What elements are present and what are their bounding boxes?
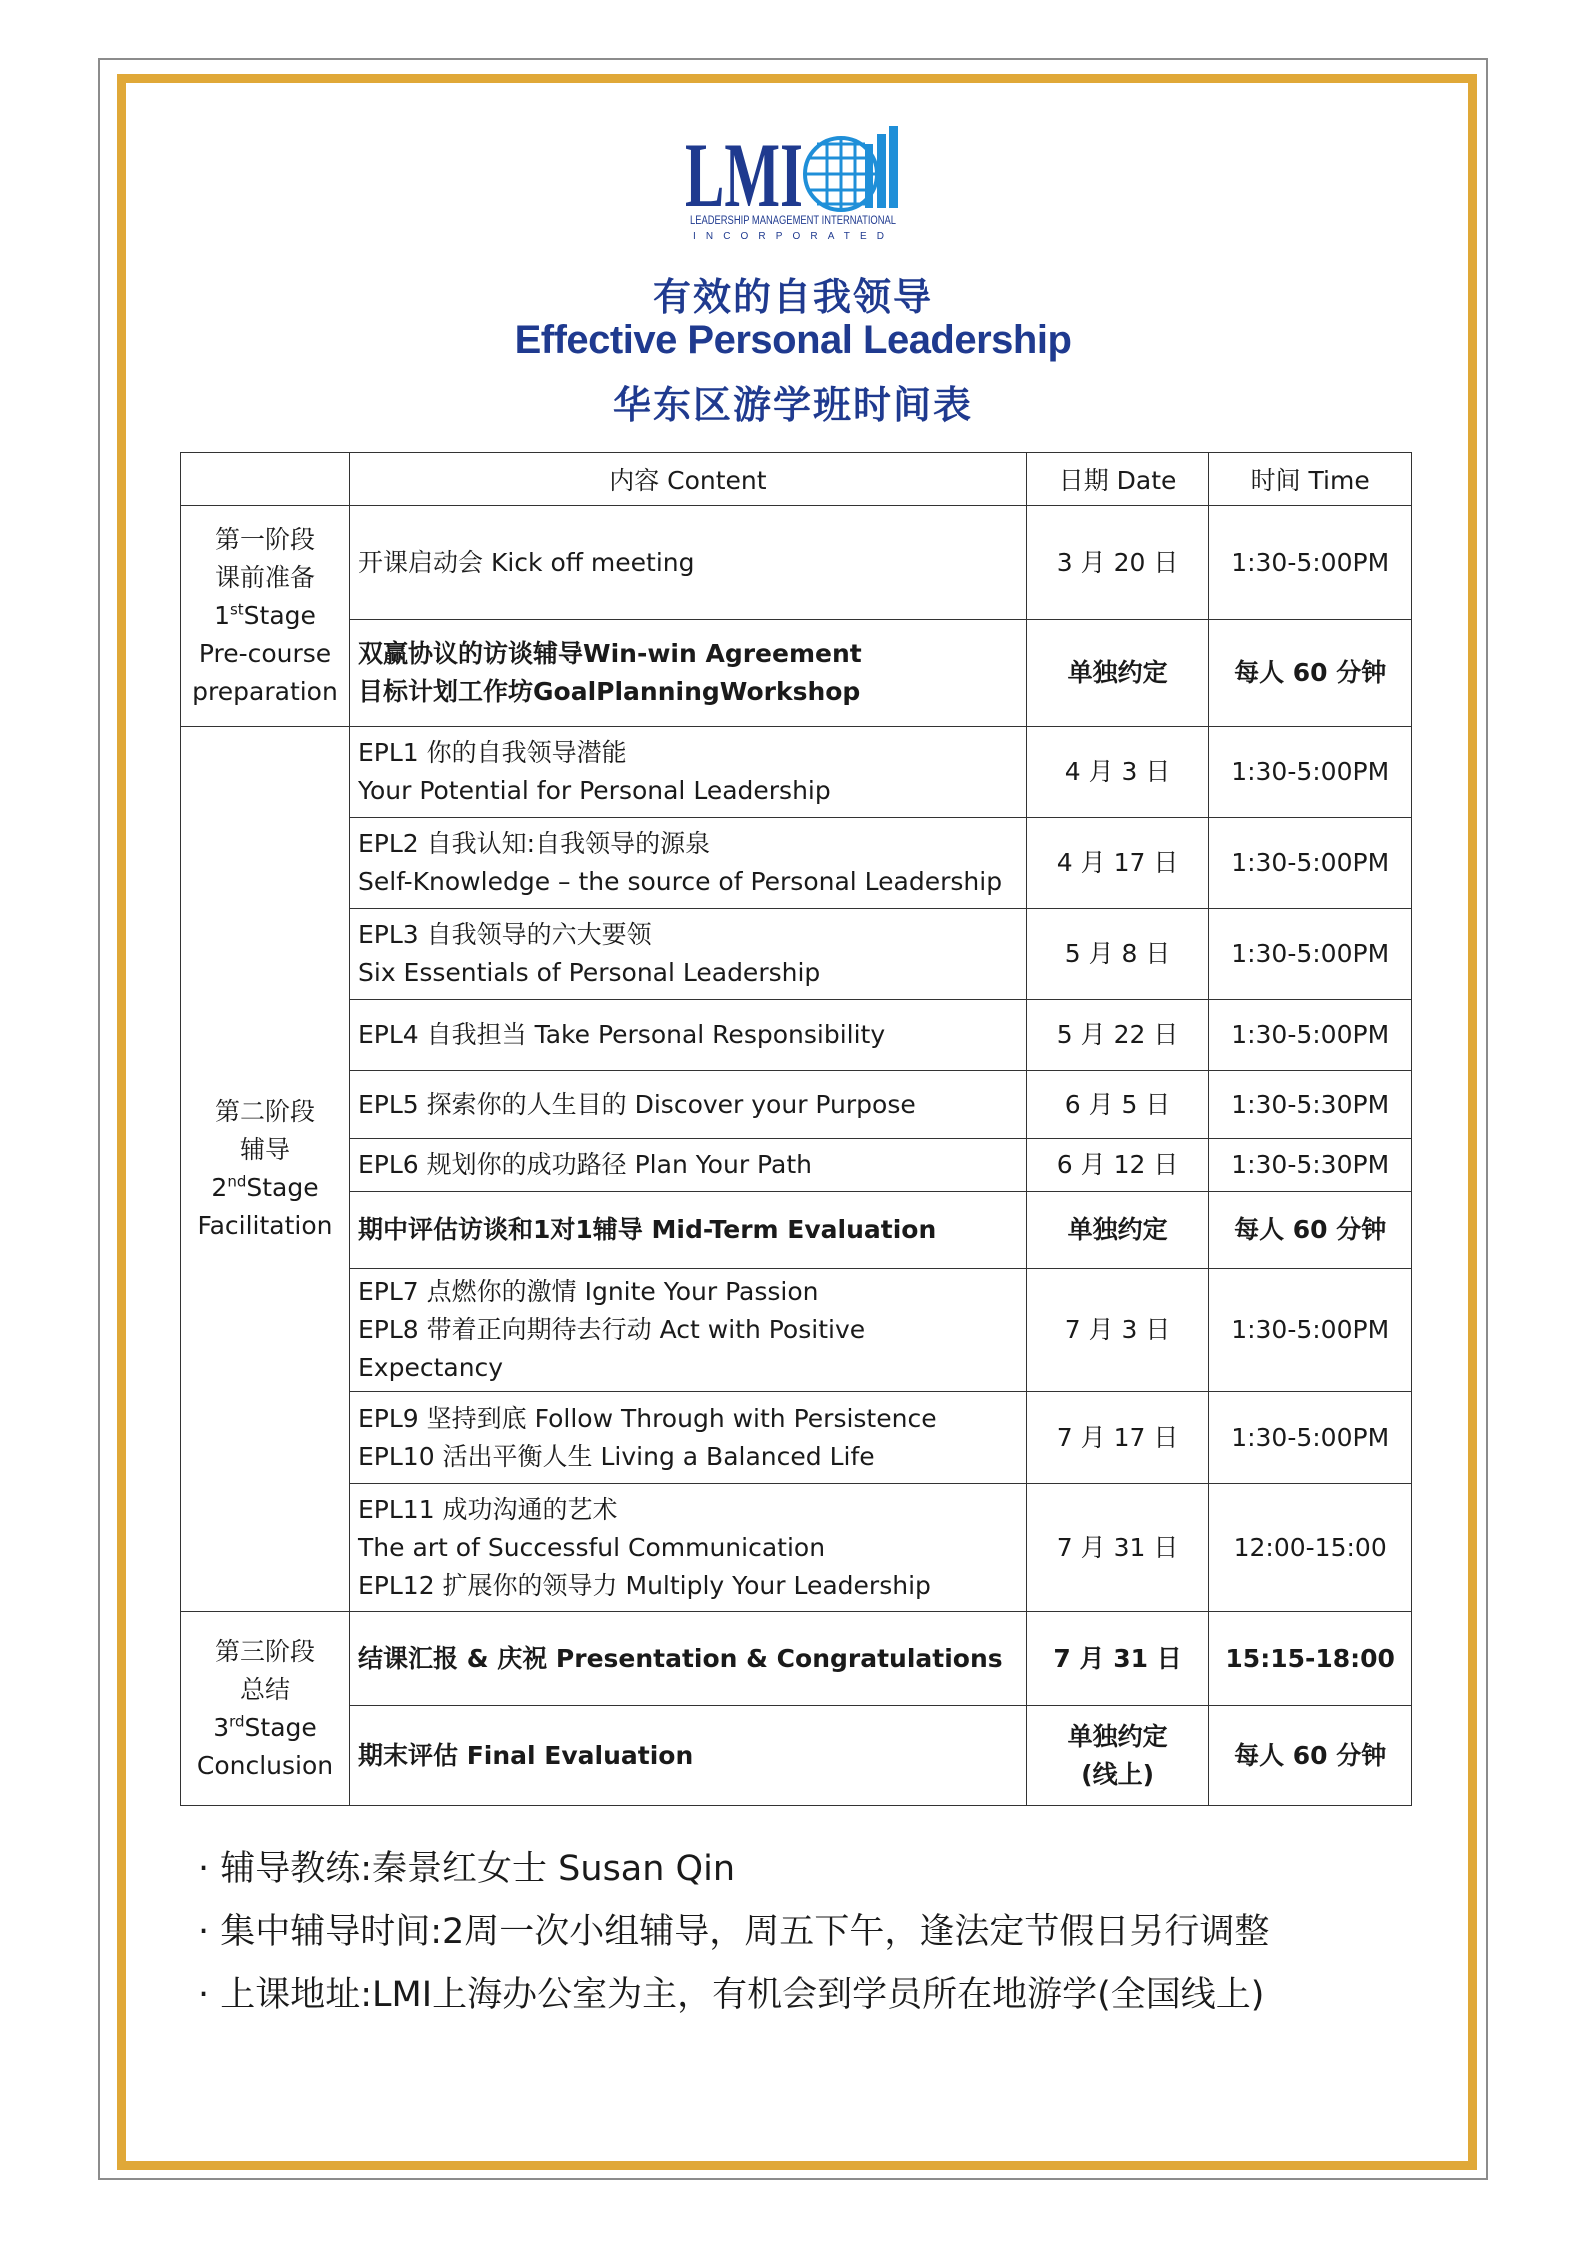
- row-date: 单独约定: [1026, 1192, 1209, 1269]
- title-chinese: 有效的自我领导: [652, 275, 933, 319]
- row-date: 6 月 12 日: [1026, 1139, 1209, 1192]
- row-content: 期末评估 Final Evaluation: [350, 1706, 1027, 1806]
- row-content: EPL9 坚持到底 Follow Through with Persistence EPL10 活出平衡人生 Living a Balanced Life: [350, 1392, 1027, 1484]
- row-date: 4 月 3 日: [1026, 727, 1209, 818]
- stage-1-cell: 第一阶段 课前准备 1stStage Pre-course preparation: [181, 506, 350, 727]
- table-row: [181, 1071, 1412, 1139]
- note-address: · 上课地址:LMI上海办公室为主，有机会到学员所在地游学(全国线上): [198, 1975, 1265, 2015]
- header-date: 日期 Date: [1026, 453, 1209, 506]
- row-date: 4 月 17 日: [1026, 818, 1209, 909]
- row-content: EPL6 规划你的成功路径 Plan Your Path: [350, 1139, 1027, 1192]
- row-time: 15:15-18:00: [1209, 1612, 1412, 1706]
- table-row: [181, 1000, 1412, 1071]
- table-row: [181, 1484, 1412, 1612]
- row-time: 1:30-5:00PM: [1209, 1269, 1412, 1392]
- table-header-row: [181, 453, 1412, 506]
- row-content: 期中评估访谈和1对1辅导 Mid-Term Evaluation: [350, 1192, 1027, 1269]
- row-time: 1:30-5:30PM: [1209, 1071, 1412, 1139]
- table-row: [181, 727, 1412, 818]
- row-time: 1:30-5:00PM: [1209, 727, 1412, 818]
- row-content: EPL4 自我担当 Take Personal Responsibility: [350, 1000, 1027, 1071]
- table-row: [181, 506, 1412, 620]
- row-time: 1:30-5:00PM: [1209, 506, 1412, 620]
- row-content: 开课启动会 Kick off meeting: [350, 506, 1027, 620]
- row-content: EPL2 自我认知:自我领导的源泉 Self-Knowledge – the source of Personal Leadership: [350, 818, 1027, 909]
- row-time: 1:30-5:30PM: [1209, 1139, 1412, 1192]
- note-coach: · 辅导教练:秦景红女士 Susan Qin: [198, 1849, 736, 1889]
- table-row: [181, 1269, 1412, 1392]
- row-content: EPL7 点燃你的激情 Ignite Your Passion EPL8 带着正向期待去行动 Act with Positive Expectancy: [350, 1269, 1027, 1392]
- row-content: 结课汇报 & 庆祝 Presentation & Congratulations: [350, 1612, 1027, 1706]
- logo-line1: LEADERSHIP MANAGEMENT INTERNATIONAL: [690, 215, 897, 227]
- lmi-logo: [0, 116, 1586, 246]
- title-subtitle: 华东区游学班时间表: [612, 383, 973, 427]
- table-row: [181, 909, 1412, 1000]
- row-content: EPL1 你的自我领导潜能 Your Potential for Personal Leadership: [350, 727, 1027, 818]
- row-date: 6 月 5 日: [1026, 1071, 1209, 1139]
- title-english: Effective Personal Leadership: [514, 318, 1072, 362]
- row-time: 1:30-5:00PM: [1209, 909, 1412, 1000]
- row-date: 5 月 22 日: [1026, 1000, 1209, 1071]
- row-time: 每人 60 分钟: [1209, 620, 1412, 727]
- table-row: [181, 1706, 1412, 1806]
- stage-3-cell: 第三阶段 总结 3rdStage Conclusion: [181, 1612, 350, 1806]
- schedule-table: [180, 452, 1412, 1806]
- table-row: [181, 620, 1412, 727]
- table-row: [181, 1392, 1412, 1484]
- table-row: [181, 818, 1412, 909]
- header-time: 时间 Time: [1209, 453, 1412, 506]
- header-stage: [181, 453, 350, 506]
- notes: [198, 1838, 1269, 2027]
- row-date: 7 月 31 日: [1026, 1484, 1209, 1612]
- row-time: 1:30-5:00PM: [1209, 1392, 1412, 1484]
- row-date: 单独约定 (线上): [1026, 1706, 1209, 1806]
- row-time: 12:00-15:00: [1209, 1484, 1412, 1612]
- header-content: 内容 Content: [350, 453, 1027, 506]
- row-time: 每人 60 分钟: [1209, 1192, 1412, 1269]
- row-date: 单独约定: [1026, 620, 1209, 727]
- row-time: 1:30-5:00PM: [1209, 818, 1412, 909]
- table-row: [181, 1192, 1412, 1269]
- row-content: EPL5 探索你的人生目的 Discover your Purpose: [350, 1071, 1027, 1139]
- row-date: 3 月 20 日: [1026, 506, 1209, 620]
- row-date: 7 月 31 日: [1026, 1612, 1209, 1706]
- logo-line2: INCORPORATED: [693, 231, 893, 242]
- note-schedule: · 集中辅导时间:2周一次小组辅导，周五下午，逢法定节假日另行调整: [198, 1912, 1270, 1952]
- row-content: EPL11 成功沟通的艺术 The art of Successful Communication EPL12 扩展你的领导力 Multiply Your Leadership: [350, 1484, 1027, 1612]
- table-row: [181, 1612, 1412, 1706]
- row-date: 5 月 8 日: [1026, 909, 1209, 1000]
- row-date: 7 月 3 日: [1026, 1269, 1209, 1392]
- row-date: 7 月 17 日: [1026, 1392, 1209, 1484]
- logo-text: LMI: [685, 124, 803, 226]
- row-time: 1:30-5:00PM: [1209, 1000, 1412, 1071]
- globe-icon: [805, 126, 898, 210]
- row-content: EPL3 自我领导的六大要领 Six Essentials of Personal Leadership: [350, 909, 1027, 1000]
- row-time: 每人 60 分钟: [1209, 1706, 1412, 1806]
- table-row: [181, 1139, 1412, 1192]
- stage-2-cell: 第二阶段 辅导 2ndStage Facilitation: [181, 727, 350, 1612]
- row-content: 双赢协议的访谈辅导Win-win Agreement 目标计划工作坊GoalPlanningWorkshop: [350, 620, 1027, 727]
